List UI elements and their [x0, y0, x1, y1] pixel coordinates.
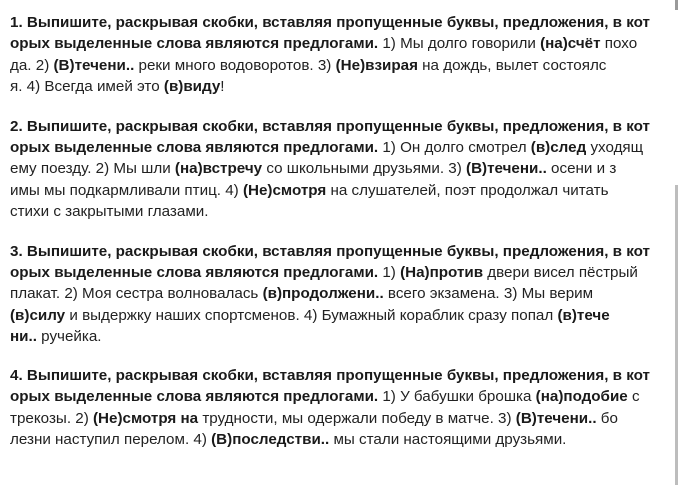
text-line	[10, 241, 674, 262]
text-line	[10, 137, 674, 158]
text: реки много водоворотов. 3)	[134, 56, 336, 74]
text: да. 2)	[10, 56, 54, 74]
text-line	[10, 12, 674, 33]
text-line	[10, 326, 674, 347]
bold-text: (на)счёт	[540, 35, 601, 53]
task-4	[10, 365, 674, 451]
bold-text: (в)след	[530, 139, 587, 157]
text: 1) У бабушки брошка	[378, 388, 536, 406]
text: я. 4) Всегда имей это	[10, 78, 164, 96]
bold-text: 3. Выпишите, раскрывая скобки, вставляя пропущенные буквы, предложения, в кот	[10, 242, 650, 260]
bold-text: (в)тече	[557, 306, 610, 324]
bold-text: (На)против	[400, 264, 484, 282]
text: 1) Он долго смотрел	[378, 139, 531, 157]
bold-text: (В)течени..	[466, 160, 547, 178]
bold-text: (В)течени..	[53, 56, 135, 74]
document-page	[10, 0, 674, 450]
text-line	[10, 180, 674, 201]
text: мы стали настоящими друзьями.	[329, 430, 567, 448]
text-line	[10, 365, 674, 386]
text-line	[10, 76, 674, 97]
text-line	[10, 283, 674, 304]
text: стихи с закрытыми глазами.	[10, 203, 209, 221]
text: всего экзамена. 3) Мы верим	[383, 285, 594, 303]
bold-text: 1. Выпишите, раскрывая скобки, вставляя пропущенные буквы, предложения, в кот	[10, 14, 650, 31]
text-line	[10, 305, 674, 326]
text: бо	[596, 409, 618, 427]
text: лезни наступил перелом. 4)	[10, 430, 212, 448]
bold-text: ни..	[10, 328, 37, 346]
bold-text: орых выделенные слова являются предлогами.	[10, 139, 379, 157]
text: ему поезду. 2) Мы шли	[10, 160, 175, 178]
text: на слушателей, поэт продолжал читать	[326, 181, 609, 199]
text: уходящ	[586, 139, 644, 157]
bold-text: (на)встречу	[174, 160, 263, 178]
text-line	[10, 201, 674, 222]
bold-text: (в)силу	[10, 306, 66, 324]
text-line	[10, 158, 674, 179]
bold-text: 2. Выпишите, раскрывая скобки, вставляя пропущенные буквы, предложения, в кот	[10, 117, 650, 135]
text: трекозы. 2)	[10, 409, 93, 427]
bold-text: (В)течени..	[515, 409, 597, 427]
text-line	[10, 408, 674, 429]
text: двери висел пёстрый	[483, 264, 638, 282]
text: 1)	[378, 264, 401, 282]
text: на дождь, вылет состоялс	[417, 56, 607, 74]
bold-text: (в)продолжени..	[262, 285, 384, 303]
text: с	[627, 388, 640, 406]
bold-text: орых выделенные слова являются предлогами.	[10, 35, 379, 53]
bold-text: орых выделенные слова являются предлогами.	[10, 388, 379, 406]
text: имы мы подкармливали птиц. 4)	[10, 181, 243, 199]
text: со школьными друзьями. 3)	[262, 160, 467, 178]
text-line	[10, 116, 674, 137]
text: плакат. 2) Моя сестра волновалась	[10, 285, 263, 303]
bold-text: (в)виду	[163, 78, 221, 96]
bold-text: 4. Выпишите, раскрывая скобки, вставляя пропущенные буквы, предложения, в кот	[10, 366, 650, 384]
task-1	[10, 12, 674, 98]
bold-text: (Не)взирая	[335, 56, 418, 74]
bold-text: (Не)смотря на	[92, 409, 199, 427]
text: ручейка.	[36, 328, 102, 346]
text-line	[10, 429, 674, 450]
task-2	[10, 116, 674, 223]
bold-text: (на)подобие	[535, 388, 628, 406]
bold-text: (В)последстви..	[211, 430, 330, 448]
text-line	[10, 33, 674, 54]
text: трудности, мы одержали победу в матче. 3)	[198, 409, 516, 427]
task-3	[10, 241, 674, 348]
text-line	[10, 386, 674, 407]
text: осени и з	[546, 160, 617, 178]
text: !	[220, 78, 225, 96]
text: похо	[600, 35, 638, 53]
text: 1) Мы долго говорили	[378, 35, 541, 53]
text-line	[10, 55, 674, 76]
text-line	[10, 262, 674, 283]
bold-text: орых выделенные слова являются предлогами.	[10, 264, 379, 282]
bold-text: (Не)смотря	[242, 181, 327, 199]
text: и выдержку наших спортсменов. 4) Бумажный кораблик сразу попал	[65, 306, 558, 324]
